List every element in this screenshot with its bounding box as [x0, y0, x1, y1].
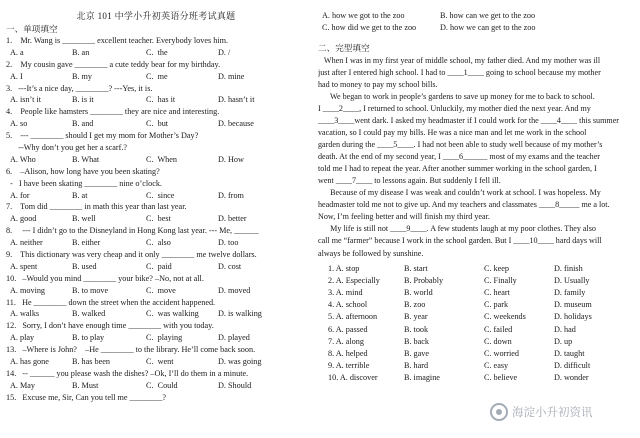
cloze-choice-row: [318, 263, 636, 275]
option: B. an: [72, 47, 90, 57]
choice: 1. A. stop: [328, 263, 360, 273]
option-row: [6, 380, 306, 392]
wechat-logo-icon: [490, 403, 508, 421]
passage-line: Now, I’m feeling better and will finish my third year.: [318, 212, 490, 222]
choice: D. had: [554, 324, 576, 334]
option: D. is walking: [218, 309, 262, 319]
document-title: 北京 101 中学小升初英语分班考试真题: [76, 11, 236, 21]
option: B. walked: [72, 309, 106, 319]
question-text: 14. -- ______ you please wash the dishes? –Ok, I’ll do them in a minute.: [6, 368, 249, 378]
section-heading-single-choice: 一、单项填空: [6, 24, 58, 34]
option: D. better: [218, 214, 247, 224]
choice: 7. A. along: [328, 336, 364, 346]
choice: C. failed: [484, 324, 513, 334]
option: C. Could: [146, 380, 178, 390]
question-text: 10. –Would you mind ________ your bike? –No, not at all.: [6, 273, 204, 283]
option: D. played: [218, 333, 250, 343]
passage-line: had to money to pay my school bills.: [318, 79, 438, 89]
option: A. walks: [10, 309, 40, 319]
right-column: [318, 10, 636, 384]
cloze-choice-row: [318, 372, 636, 384]
option: D. Should: [218, 380, 252, 390]
choice: 3. A. mind: [328, 287, 363, 297]
cloze-choices: [318, 263, 636, 385]
option: A. for: [10, 190, 30, 200]
question-text: 1. Mr. Wang is ________ excellent teacher. Everybody loves him.: [6, 36, 229, 45]
passage-line: death. At the end of my second year, I ____6______ most of my exams and the teacher: [318, 152, 600, 162]
choice: C. weekends: [484, 312, 526, 322]
option: B. has been: [72, 357, 110, 367]
passage-line: call me “farmer” because I work in the school garden. But I ____10____ hard days will: [318, 236, 602, 246]
choice: 5. A. afternoon: [328, 312, 378, 322]
question-text: 5. --- ________ should I get my mom for Mother’s Day?: [6, 131, 199, 141]
cloze-choice-row: [318, 336, 636, 348]
choice: 8. A. helped: [328, 348, 368, 358]
choice: B. world: [404, 287, 433, 297]
option: A. isn’t it: [10, 95, 42, 105]
choice: C. down: [484, 336, 512, 346]
option: C. me: [146, 71, 168, 81]
option: C. move: [146, 285, 176, 295]
passage-line: headmaster told me not to give up. And my teachers and classmates ____8_____ me a lot.: [318, 200, 610, 210]
option: B. is it: [72, 95, 94, 105]
single-choice-questions: [6, 35, 306, 404]
choice: D. finish: [554, 263, 583, 273]
cloze-choice-row: [318, 275, 636, 287]
option: B. either: [72, 238, 101, 248]
passage-line: We began to work in people’s gardens to save up money for me to back to school.: [318, 91, 595, 101]
option: D. how we can get to the zoo: [440, 22, 536, 32]
option: B. used: [72, 261, 97, 271]
choice: B. gave: [404, 348, 430, 358]
choice: D. up: [554, 336, 573, 346]
choice: B. year: [404, 312, 428, 322]
option-row: [6, 94, 306, 106]
choice: 4. A. school: [328, 300, 368, 310]
passage-line: always be followed by sunshine.: [318, 248, 424, 258]
option-row: [6, 308, 306, 320]
question-text: 9. This dictionary was very cheap and it only ________ me twelve dollars.: [6, 250, 257, 260]
option: B. to play: [72, 333, 105, 343]
option: C. paid: [146, 261, 172, 271]
choice: C. heart: [484, 287, 510, 297]
option: C. how did we get to the zoo: [322, 22, 417, 32]
choice: B. back: [404, 336, 430, 346]
question-15-options: [318, 10, 636, 34]
watermark: [490, 400, 635, 424]
choice: B. hard: [404, 361, 429, 371]
option: A. moving: [10, 285, 46, 295]
option: A. good: [10, 214, 37, 224]
option-row: [6, 118, 306, 130]
choice: D. taught: [554, 348, 585, 358]
option: C. best: [146, 214, 171, 224]
choice: B. took: [404, 324, 429, 334]
option: B. well: [72, 214, 96, 224]
option-row: [318, 22, 636, 34]
cloze-choice-row: [318, 299, 636, 311]
passage-line: My life is still not ____9____. A few students laugh at my poor clothes. They also: [318, 224, 596, 234]
question-text: 3. ---It’s a nice day, ________? ---Yes, it is.: [6, 83, 153, 93]
passage-line: ____3____went dark. I asked my headmaster if I could work for the ____4____ this summer: [318, 116, 619, 126]
choice: 9. A. terrible: [328, 361, 370, 371]
choice: 10. A. discover: [328, 373, 378, 383]
choice: D. museum: [554, 300, 592, 310]
option: A. play: [10, 333, 35, 343]
option-row: [6, 356, 306, 368]
option: C. playing: [146, 333, 183, 343]
option: D. from: [218, 190, 244, 200]
option: B. and: [72, 119, 94, 129]
option: D. /: [218, 47, 231, 57]
choice: 2. A. Especially: [328, 275, 380, 285]
option-row: [318, 10, 636, 22]
option: B. my: [72, 71, 93, 81]
choice: B. zoo: [404, 300, 426, 310]
passage-line: I ____2____, I returned to school. Unluckily, my mother died the next year. And my: [318, 103, 591, 113]
option: D. because: [218, 119, 254, 129]
cloze-choice-row: [318, 324, 636, 336]
option: A. May: [10, 380, 36, 390]
question-text: 4. People like hamsters ________ they are nice and interesting.: [6, 107, 220, 117]
option: D. hasn’t it: [218, 95, 255, 105]
option-row: [6, 47, 306, 59]
cloze-choice-row: [318, 287, 636, 299]
option: A. so: [10, 119, 28, 129]
option: A. has gone: [10, 357, 49, 367]
choice: C. keep: [484, 263, 510, 273]
option: B. to move: [72, 285, 109, 295]
option: C. When: [146, 154, 178, 164]
choice: B. Probably: [404, 275, 444, 285]
question-text: 2. My cousin gave ________ a cute teddy bear for my birthday.: [6, 59, 221, 69]
passage-line: Because of my disease I was weak and couldn’t work at school. I was hopeless. My: [318, 188, 601, 198]
question-text: - I have been skating ________ nine o’clock.: [6, 178, 162, 188]
option: A. how we got to the zoo: [322, 11, 405, 20]
choice: B. imagine: [404, 373, 440, 383]
choice: D. wonder: [554, 373, 589, 383]
option: D. How: [218, 154, 244, 164]
choice: D. difficult: [554, 361, 591, 371]
option-row: [6, 285, 306, 297]
question-text: 11. He ________ down the street when the accident happened.: [6, 297, 216, 307]
option: B. how can we get to the zoo: [440, 11, 536, 20]
passage-line: just after I entered high school. I had to ____1____ going to school because my mother: [318, 67, 601, 77]
option: D. moved: [218, 285, 251, 295]
choice: D. Usually: [554, 275, 590, 285]
watermark-text: 海淀小升初资讯: [512, 405, 593, 419]
option: C. since: [146, 190, 175, 200]
question-text: 15. Excuse me, Sir, Can you tell me ________?: [6, 392, 166, 402]
question-text: 7. Tom did ________ in math this year than last year.: [6, 202, 187, 212]
option: C. has it: [146, 95, 176, 105]
option: C. but: [146, 119, 169, 129]
passage-line: When I was in my first year of middle school, my father died. And my mother was ill: [318, 55, 601, 65]
choice: 6. A. passed: [328, 324, 368, 334]
option: A. spent: [10, 261, 38, 271]
question-text: 8. --- I didn’t go to the Disneyland in Hong Kong last year. --- Me, ______: [6, 226, 259, 236]
passage-line: told me I had to repeat the year. After another summer working in the school garden, I: [318, 164, 597, 174]
option: B. at: [72, 190, 88, 200]
option: C. went: [146, 357, 174, 367]
choice: C. easy: [484, 361, 509, 371]
option: B. What: [72, 154, 100, 164]
option-row: [6, 332, 306, 344]
passage-line: vacation, so I could pay my bills. He was a nice man and let me work in the school: [318, 128, 587, 138]
option-row: [6, 237, 306, 249]
passage-line: garden during the ____5____. I had not been able to study well because of my mother’s: [318, 140, 603, 150]
left-column: [6, 10, 306, 404]
passage-line: went ____7____ to lessons again. But suddenly I fell ill.: [318, 176, 501, 186]
option: C. the: [146, 47, 168, 57]
option-row: [6, 190, 306, 202]
question-text: --Why don’t you get her a scarf.?: [6, 143, 128, 153]
section-heading-cloze: 二、完型填空: [318, 42, 370, 53]
question-text: 13. –Where is John? –He ________ to the library. He’ll come back soon.: [6, 345, 256, 355]
option: D. was going: [218, 357, 262, 367]
cloze-choice-row: [318, 348, 636, 360]
option: D. too: [218, 238, 239, 248]
option-row: [6, 213, 306, 225]
option: A. Who: [10, 154, 36, 164]
question-text: 12. Sorry, I don’t have enough time ________ with you today.: [6, 321, 214, 331]
option: A. a: [10, 47, 24, 57]
choice: C. believe: [484, 373, 518, 383]
option: A. neither: [10, 238, 43, 248]
option-row: [6, 71, 306, 83]
option: C. also: [146, 238, 171, 248]
option: D. cost: [218, 261, 242, 271]
option: D. mine: [218, 71, 245, 81]
choice: C. park: [484, 300, 509, 310]
option-row: [6, 154, 306, 166]
option: B. Must: [72, 380, 99, 390]
cloze-choice-row: [318, 360, 636, 372]
choice: B. start: [404, 263, 428, 273]
question-text: 6. –Alison, how long have you been skating?: [6, 166, 160, 176]
option: A. I: [10, 71, 23, 81]
option-row: [6, 261, 306, 273]
option: C. was walking: [146, 309, 199, 319]
choice: C. Finally: [484, 275, 517, 285]
cloze-choice-row: [318, 311, 636, 323]
choice: D. family: [554, 287, 586, 297]
choice: D. holidays: [554, 312, 592, 322]
choice: C. worried: [484, 348, 520, 358]
cloze-passage: [318, 55, 636, 260]
